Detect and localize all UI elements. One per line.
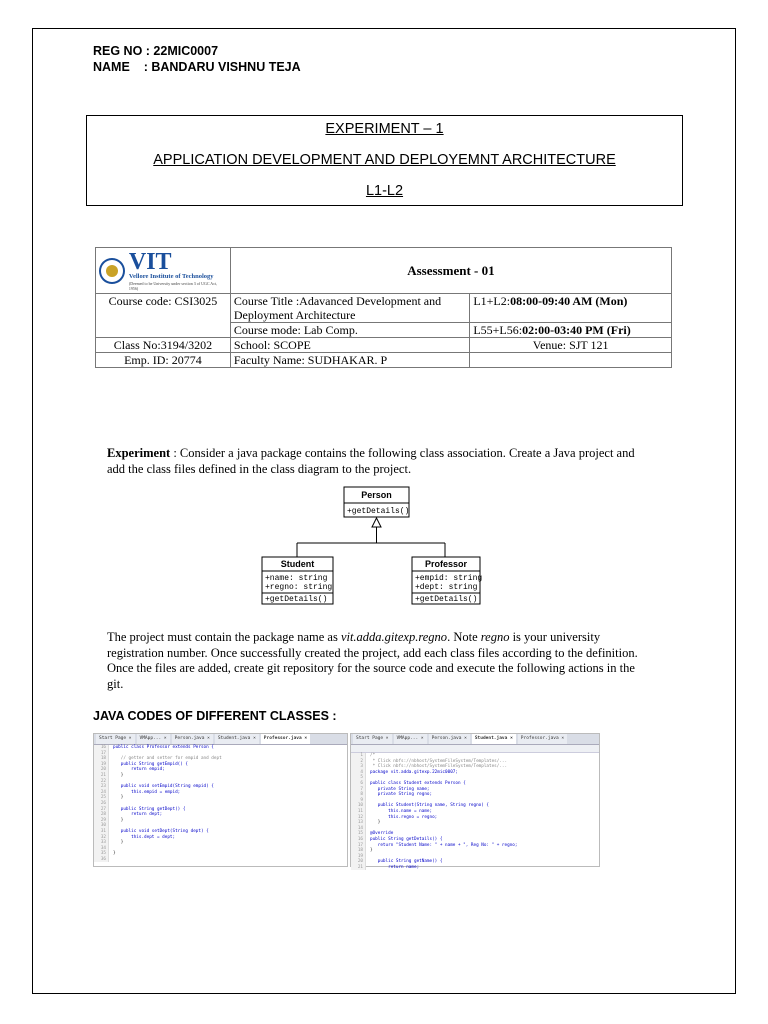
editor-tab[interactable]: Person.java × (429, 734, 470, 744)
vit-logo-cell (96, 248, 231, 294)
uml-student-field-2: +regno: string (265, 583, 333, 592)
instr-package-name: vit.adda.gitexp.regno (340, 630, 448, 644)
line-number: 20 (100, 767, 106, 773)
line-number: 33 (100, 840, 106, 846)
experiment-description-text: : Consider a java package contains the following class association. Create a Java project and add the class files defined in the class diagram to the project. (107, 446, 635, 476)
line-number: 26 (100, 800, 106, 806)
assessment-title: Assessment - 01 (230, 248, 671, 294)
editor-tab-bar (351, 734, 599, 745)
code-line: public String getDept() { (113, 806, 186, 812)
line-number: 13 (357, 820, 363, 826)
code-line: private String name; (370, 786, 430, 792)
line-number: 18 (100, 756, 106, 762)
line-number: 19 (100, 761, 106, 767)
assessment-table (95, 247, 672, 368)
uml-student-class (262, 557, 333, 604)
line-number: 25 (100, 795, 106, 801)
school: School: SCOPE (230, 338, 470, 353)
line-number-gutter (351, 753, 366, 870)
code-line: return empid; (113, 767, 165, 773)
slot-1-prefix: L1+L2: (473, 294, 511, 308)
line-number: 24 (100, 789, 106, 795)
line-number: 29 (100, 817, 106, 823)
line-number: 18 (357, 848, 363, 854)
line-number: 2 (360, 758, 363, 764)
uml-student-field-1: +name: string (265, 574, 328, 583)
uml-professor-method: +getDetails() (415, 595, 478, 604)
line-number: 12 (357, 814, 363, 820)
code-line: @Override (370, 831, 394, 837)
line-number-gutter (94, 745, 109, 862)
code-line (113, 857, 222, 863)
code-line: this.name = name; (370, 808, 433, 814)
line-number: 14 (357, 825, 363, 831)
line-number: 15 (357, 831, 363, 837)
line-number: 27 (100, 806, 106, 812)
line-number: 35 (100, 851, 106, 857)
line-number: 17 (357, 842, 363, 848)
slot-1-time: 08:00-09:40 AM (Mon) (510, 294, 628, 308)
editor-tab[interactable]: Start Page × (96, 734, 135, 744)
line-number: 32 (100, 834, 106, 840)
venue: Venue: SJT 121 (470, 338, 672, 353)
instr-regno: regno (480, 630, 510, 644)
editor-tab-bar (94, 734, 347, 745)
uml-student-method: +getDetails() (265, 595, 328, 604)
code-line: } (113, 772, 124, 778)
code-line: package vit.adda.gitexp.22mic0007; (370, 769, 458, 775)
line-number: 28 (100, 812, 106, 818)
editor-tab[interactable]: VMApp... × (394, 734, 427, 744)
line-number: 20 (357, 859, 363, 865)
code-line: return name; (370, 864, 420, 870)
line-number: 23 (100, 784, 106, 790)
course-mode: Course mode: Lab Comp. (230, 323, 470, 338)
slot-2-prefix: L55+L56: (473, 323, 523, 337)
code-line: // getter and setter for empid and dept (113, 756, 222, 762)
code-line: this.dept = dept; (113, 834, 176, 840)
line-number: 7 (360, 786, 363, 792)
code-line: return "Student Name: " + name + ", Reg No: " + regno; (370, 842, 518, 848)
line-number: 6 (360, 780, 363, 786)
code-line: public void setEmpid(String empid) { (113, 784, 214, 790)
editor-tab[interactable]: Professor.java × (261, 734, 310, 744)
line-number: 16 (357, 836, 363, 842)
vit-logo (99, 248, 227, 291)
project-instructions (107, 630, 647, 692)
vit-logo-tagline: (Deemed to be University under section 3 of UGC Act, 1956) (128, 280, 218, 291)
slot-2-time: 02:00-03:40 PM (Fri) (522, 323, 631, 337)
editor-tab[interactable]: VMApp... × (137, 734, 170, 744)
slot-2 (470, 323, 672, 338)
code-line: * Click nbfs://nbhost/SystemFileSystem/Templates/... (370, 758, 508, 764)
code-line: this.empid = empid; (113, 789, 181, 795)
editor-toolbar (351, 745, 599, 753)
line-number: 19 (357, 853, 363, 859)
editor-tab[interactable]: Student.java × (215, 734, 259, 744)
code-line: public class Professor extends Person { (113, 745, 214, 750)
uml-person-name: Person (361, 490, 392, 500)
uml-professor-field-2: +dept: string (415, 583, 478, 592)
code-line: } (113, 840, 124, 846)
editor-tab[interactable]: Professor.java × (518, 734, 567, 744)
code-line: public String getDetails() { (370, 836, 443, 842)
class-diagram (262, 485, 482, 607)
editor-tab[interactable]: Start Page × (353, 734, 392, 744)
experiment-subject: APPLICATION DEVELOPMENT AND DEPLOYEMNT ARCHITECTURE (153, 152, 616, 168)
student-info (93, 43, 301, 75)
code-line: } (113, 851, 116, 857)
uml-person-method: +getDetails() (347, 507, 410, 516)
uml-professor-field-1: +empid: string (415, 574, 483, 583)
experiment-description (107, 446, 647, 477)
experiment-title: EXPERIMENT – 1 (325, 121, 444, 137)
line-number: 36 (100, 856, 106, 862)
course-title: Course Title :Adavanced Development and Deployment Architecture (230, 294, 470, 323)
editor-tab[interactable]: Student.java × (472, 734, 516, 744)
code-lines (366, 753, 517, 870)
code-line: /* (370, 753, 376, 758)
uml-professor-name: Professor (424, 559, 468, 569)
code-lines (109, 745, 222, 862)
code-line: private String regno; (370, 792, 433, 798)
experiment-slot: L1-L2 (365, 183, 404, 199)
code-line: * Click nbfs://nbhost/SystemFileSystem/Templates/... (370, 764, 508, 770)
code-line: this.regno = regno; (370, 814, 438, 820)
instr-text-3: is your university registration number. Once successfully created the project, add each class files according to the definition. Once the files are added, create git repository for the source code and execute the following actions in the git. (107, 630, 638, 691)
line-number: 11 (357, 808, 363, 814)
vit-logo-text: VIT (128, 248, 172, 275)
instr-text-1: The project must contain the package name as (107, 630, 341, 644)
line-number: 22 (100, 778, 106, 784)
editor-tab[interactable]: Person.java × (172, 734, 213, 744)
code-line: } (370, 820, 381, 826)
line-number: 1 (360, 753, 363, 758)
instr-text-2: . Note (447, 630, 481, 644)
line-number: 30 (100, 823, 106, 829)
uml-inheritance-lines (297, 518, 445, 557)
reg-no: REG NO : 22MIC0007 (93, 44, 219, 58)
emp-id: Emp. ID: 20774 (96, 353, 231, 368)
empty-cell (470, 353, 672, 368)
student-name: NAME : BANDARU VISHNU TEJA (93, 60, 301, 74)
code-line: public String getName() { (370, 859, 443, 865)
code-line: public class Student extends Person { (370, 780, 466, 786)
java-codes-heading: JAVA CODES OF DIFFERENT CLASSES : (93, 709, 337, 723)
code-line: public String getEmpid() { (113, 761, 189, 767)
code-line: } (113, 817, 124, 823)
uml-student-name: Student (280, 559, 315, 569)
code-line: return dept; (113, 812, 163, 818)
experiment-header-box (86, 115, 683, 206)
course-code: Course code: CSI3025 (96, 294, 231, 338)
uml-person-class (344, 487, 409, 517)
line-number: 21 (100, 772, 106, 778)
slot-1 (470, 294, 672, 323)
line-number: 21 (357, 864, 363, 870)
code-line: } (113, 795, 124, 801)
line-number: 17 (100, 750, 106, 756)
vit-logo-subtitle: Vellore Institute of Technology (128, 272, 214, 280)
line-number: 16 (100, 745, 106, 750)
line-number: 10 (357, 803, 363, 809)
line-number: 4 (360, 769, 363, 775)
vit-seal-icon (99, 258, 125, 284)
ide-screenshot-professor (93, 733, 348, 867)
experiment-label: Experiment (107, 446, 171, 460)
class-no: Class No:3194/3202 (96, 338, 231, 353)
ide-screenshot-student (350, 733, 600, 870)
code-line: public Student(String name, String regno) { (370, 803, 489, 809)
line-number: 34 (100, 845, 106, 851)
code-line: public void setDept(String dept) { (113, 828, 209, 834)
line-number: 5 (360, 775, 363, 781)
line-number: 9 (360, 797, 363, 803)
line-number: 3 (360, 764, 363, 770)
line-number: 31 (100, 828, 106, 834)
line-number: 8 (360, 792, 363, 798)
uml-professor-class (412, 557, 482, 604)
code-line: } (370, 848, 373, 854)
faculty-name: Faculty Name: SUDHAKAR. P (230, 353, 470, 368)
